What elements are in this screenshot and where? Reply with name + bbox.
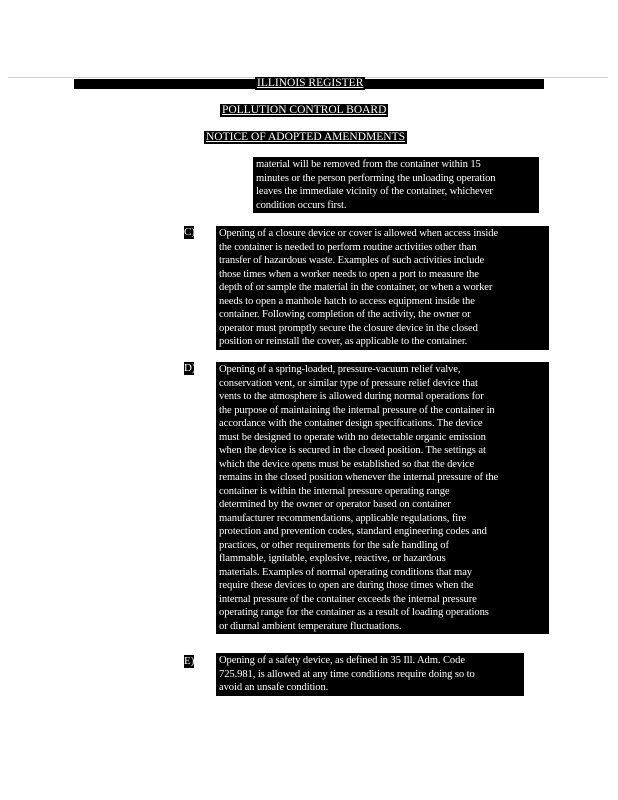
paragraph-line: Opening of a safety device, as defined in 35 Ill. Adm. Code [219, 655, 465, 666]
register-title: ILLINOIS REGISTER [257, 77, 364, 89]
paragraph-line: the container is needed to perform routine activities other than [219, 241, 477, 253]
board-title: POLLUTION CONTROL BOARD [222, 104, 387, 116]
paragraph-line: position or reinstall the cover, as applicable to the container. [219, 336, 468, 347]
paragraph-line: must be designed to operate with no detectable organic emission [219, 431, 486, 443]
paragraph-line: protection and prevention codes, standard engineering codes and [219, 526, 487, 537]
paragraph-line: leaves the immediate vicinity of the container, whichever [256, 186, 493, 197]
paragraph-line: Opening of a spring-loaded, pressure-vacuum relief valve, [219, 364, 461, 375]
paragraph-line: accordance with the container design specifications. The device [219, 418, 483, 429]
paragraph-line: vents to the atmosphere is allowed during normal operations for [219, 391, 484, 402]
paragraph-line: minutes or the person performing the unloading operation [256, 172, 496, 184]
item-e-paragraph [216, 653, 524, 696]
paragraph-line: materials. Examples of normal operating conditions that may [219, 566, 472, 578]
item-c-label: C) [184, 226, 195, 238]
paragraph-line: the purpose of maintaining the internal pressure of the container in [219, 404, 495, 416]
paragraph-line: container. Following completion of the activity, the owner or [219, 309, 471, 320]
paragraph-line: transfer of hazardous waste. Examples of such activities include [219, 255, 485, 266]
item-d-label: D) [184, 362, 196, 374]
paragraph-line: practices, or other requirements for the safe handling of [219, 539, 449, 551]
paragraph-line: condition occurs first. [256, 199, 347, 211]
paragraph-line: remains in the closed position whenever the internal pressure of the [219, 472, 499, 483]
paragraph-line: avoid an unsafe condition. [219, 682, 329, 693]
paragraph-line: determined by the owner or operator based on container [219, 499, 451, 510]
paragraph-line: container is within the internal pressure operating range [219, 485, 450, 497]
paragraph-line: which the device opens must be established so that the device [219, 458, 475, 470]
paragraph-line: Opening of a closure device or cover is allowed when access inside [219, 228, 499, 239]
paragraph-line: 725.981, is allowed at any time conditions require doing so to [219, 668, 475, 680]
item-e-label: E) [184, 655, 195, 667]
paragraph-line: or diurnal ambient temperature fluctuations. [219, 620, 402, 632]
paragraph-line: operating range for the container as a result of loading operations [219, 607, 489, 618]
paragraph-line: operator must promptly secure the closure device in the closed [219, 322, 478, 334]
paragraph-line: needs to open a manhole hatch to access equipment inside the [219, 295, 475, 307]
paragraph-line: those times when a worker needs to open a port to measure the [219, 268, 479, 280]
paragraph-line: when the device is secured in the closed position. The settings at [219, 445, 486, 456]
paragraph-line: material will be removed from the container within 15 [256, 159, 481, 170]
item-c-paragraph [216, 226, 549, 350]
paragraph-line: conservation vent, or similar type of pressure relief device that [219, 377, 478, 389]
paragraph-line: depth of or sample the material in the container, or when a worker [219, 282, 493, 293]
continuation-paragraph [253, 157, 539, 213]
paragraph-line: require these devices to open are during those times when the [219, 580, 474, 591]
item-d-paragraph [216, 362, 549, 634]
paragraph-line: internal pressure of the container exceeds the internal pressure [219, 593, 477, 605]
notice-title: NOTICE OF ADOPTED AMENDMENTS [206, 131, 406, 143]
paragraph-line: flammable, ignitable, explosive, reactive, or hazardous [219, 553, 446, 564]
paragraph-line: manufacturer recommendations, applicable regulations, fire [219, 512, 467, 524]
